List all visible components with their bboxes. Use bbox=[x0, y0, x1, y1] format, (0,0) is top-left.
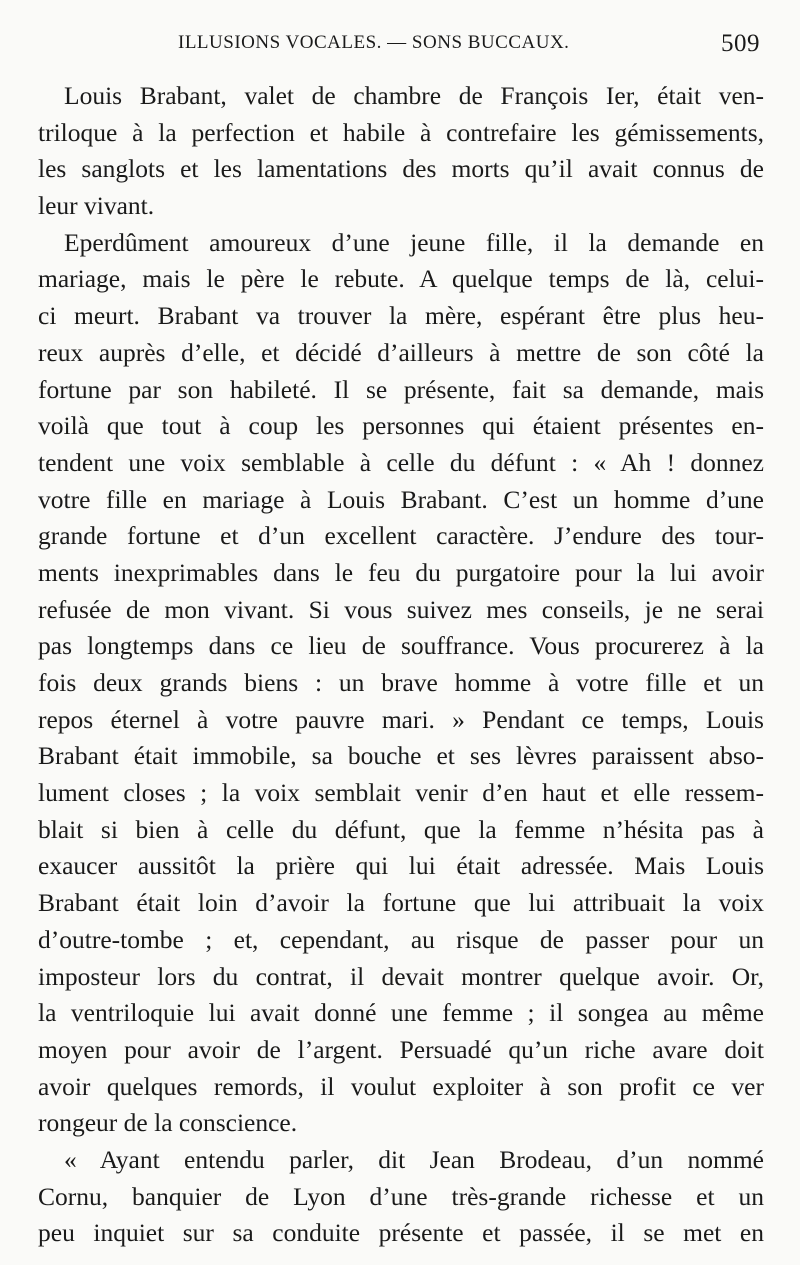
text-line: tendent une voix semblable à celle du défunt : « Ah ! donnez bbox=[38, 447, 764, 477]
text-line: d’outre-tombe ; et, cependant, au risque de passer pour un bbox=[38, 924, 764, 954]
text-line: ments inexprimables dans le feu du purgatoire pour la lui avoir bbox=[38, 557, 764, 587]
text-line: refusée de mon vivant. Si vous suivez mes conseils, je ne serai bbox=[38, 594, 764, 624]
paragraph bbox=[38, 225, 764, 1142]
text-line: les sanglots et les lamentations des morts qu’il avait connus de bbox=[38, 154, 764, 184]
text-line: grande fortune et d’un excellent caractère. J’endure des tour- bbox=[38, 521, 764, 551]
text-line: avoir quelques remords, il voulut exploiter à son profit ce ver bbox=[38, 1071, 764, 1101]
text-line: reux auprès d’elle, et décidé d’ailleurs à mettre de son côté la bbox=[38, 337, 764, 367]
text-line: Brabant était loin d’avoir la fortune que lui attribuait la voix bbox=[38, 888, 764, 918]
page-number: 509 bbox=[721, 30, 760, 57]
text-line: fois deux grands biens : un brave homme à votre fille et un bbox=[38, 668, 764, 697]
running-header bbox=[38, 30, 764, 64]
text-line: moyen pour avoir de l’argent. Persuadé qu’un riche avare doit bbox=[38, 1034, 764, 1064]
text-line: peu inquiet sur sa conduite présente et passée, il se met en bbox=[38, 1218, 764, 1248]
text-line: mariage, mais le père le rebute. A quelque temps de là, celui- bbox=[38, 264, 764, 294]
text-line: rongeur de la conscience. bbox=[38, 1108, 298, 1138]
text-line: votre fille en mariage à Louis Brabant. C’est un homme d’une bbox=[38, 484, 764, 514]
text-line: pas longtemps dans ce lieu de souffrance. Vous procurerez à la bbox=[38, 631, 764, 661]
text-line: imposteur lors du contrat, il devait montrer quelque avoir. Or, bbox=[38, 961, 764, 991]
body-text bbox=[38, 78, 764, 1252]
paragraph bbox=[38, 78, 764, 225]
text-line: repos éternel à votre pauvre mari. » Pendant ce temps, Louis bbox=[38, 704, 764, 734]
text-line: exaucer aussitôt la prière qui lui était adressée. Mais Louis bbox=[38, 851, 764, 881]
text-line: lument closes ; la voix semblait venir d’en haut et elle ressem- bbox=[38, 778, 764, 808]
text-line: la ventriloquie lui avait donné une femme ; il songea au même bbox=[38, 998, 764, 1028]
text-line: blait si bien à celle du défunt, que la femme n’hésita pas à bbox=[38, 814, 764, 844]
text-line: leur vivant. bbox=[38, 191, 155, 221]
text-line: Brabant était immobile, sa bouche et ses lèvres paraissent abso- bbox=[38, 741, 764, 771]
paragraph bbox=[38, 1142, 764, 1252]
text-line: voilà que tout à coup les personnes qui étaient présentes en- bbox=[38, 411, 764, 441]
text-line: Cornu, banquier de Lyon d’une très-grande richesse et un bbox=[38, 1181, 764, 1211]
text-line: Eperdûment amoureux d’une jeune fille, il la demande en bbox=[64, 227, 764, 257]
text-line: fortune par son habileté. Il se présente, fait sa demande, mais bbox=[38, 374, 764, 404]
text-line: « Ayant entendu parler, dit Jean Brodeau, d’un nommé bbox=[64, 1144, 764, 1174]
text-line: Louis Brabant, valet de chambre de François Ier, était ven- bbox=[64, 81, 764, 110]
running-title: ILLUSIONS VOCALES. — SONS BUCCAUX. bbox=[178, 32, 570, 53]
text-line: ci meurt. Brabant va trouver la mère, espérant être plus heu- bbox=[38, 301, 764, 331]
text-line: triloque à la perfection et habile à contrefaire les gémissements, bbox=[38, 117, 764, 147]
book-page bbox=[38, 30, 764, 1252]
